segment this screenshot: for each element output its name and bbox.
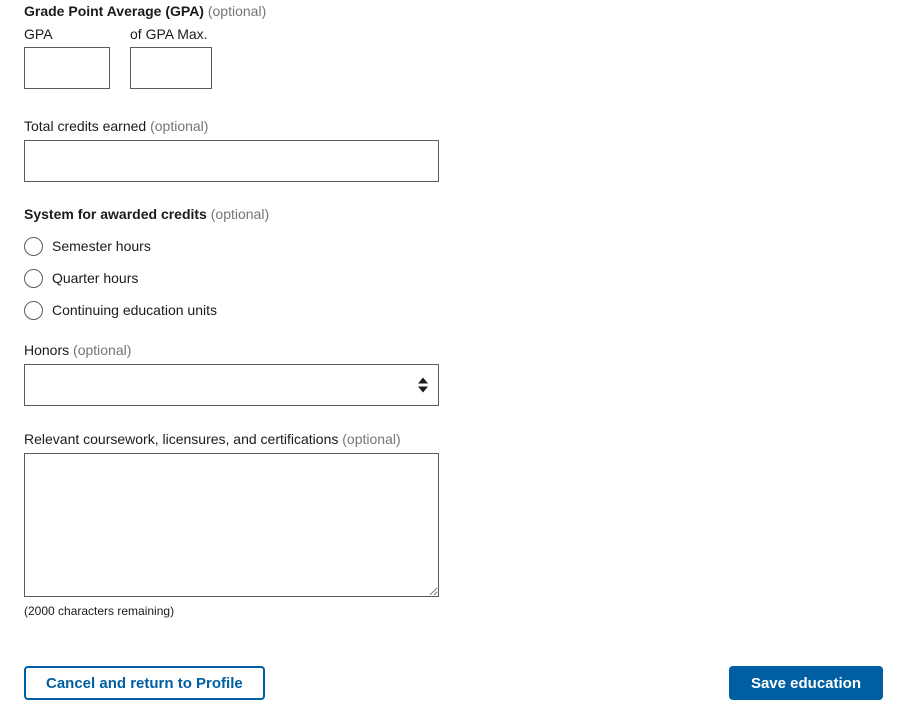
radio-option-continuing-education-units[interactable] [24, 298, 269, 323]
honors-field-group [24, 341, 439, 406]
gpa-heading-optional: (optional) [207, 3, 267, 19]
gpa-inputs-row [24, 25, 266, 89]
radio-option-semester-hours[interactable] [24, 234, 269, 259]
save-education-button[interactable]: Save education [729, 666, 883, 700]
coursework-label-text: Relevant coursework, licensures, and certifications [24, 431, 339, 447]
coursework-label [24, 431, 401, 447]
radio-circle-icon [24, 237, 43, 256]
gpa-heading [24, 2, 266, 20]
honors-label-optional: (optional) [73, 342, 132, 358]
credit-system-label [24, 205, 269, 223]
gpa-label: GPA [24, 26, 53, 42]
total-credits-field-group [24, 117, 439, 182]
total-credits-label [24, 118, 208, 134]
credit-system-field-group [24, 205, 269, 330]
gpa-max-column [130, 25, 212, 89]
total-credits-input[interactable] [24, 140, 439, 182]
radio-circle-icon [24, 269, 43, 288]
credit-system-label-optional: (optional) [210, 206, 270, 222]
gpa-max-label: of GPA Max. [130, 26, 208, 42]
total-credits-label-optional: (optional) [150, 118, 209, 134]
coursework-textarea[interactable] [24, 453, 439, 597]
coursework-field-group [24, 430, 439, 619]
radio-option-label: Continuing education units [52, 302, 218, 318]
gpa-max-input[interactable] [130, 47, 212, 89]
coursework-label-optional: (optional) [342, 431, 401, 447]
radio-option-label: Quarter hours [52, 270, 139, 286]
coursework-character-count: (2000 characters remaining) [24, 604, 175, 618]
honors-label [24, 342, 131, 358]
gpa-field-group [24, 2, 266, 89]
gpa-heading-text: Grade Point Average (GPA) [24, 3, 204, 19]
radio-circle-icon [24, 301, 43, 320]
form-action-bar [24, 666, 883, 700]
cancel-and-return-to-profile-button[interactable]: Cancel and return to Profile [24, 666, 265, 700]
honors-select-wrapper [24, 364, 439, 406]
honors-label-text: Honors [24, 342, 70, 358]
total-credits-label-text: Total credits earned [24, 118, 147, 134]
honors-select[interactable] [24, 364, 439, 406]
gpa-input[interactable] [24, 47, 110, 89]
radio-option-quarter-hours[interactable] [24, 266, 269, 291]
credit-system-label-text: System for awarded credits [24, 206, 207, 222]
radio-option-label: Semester hours [52, 238, 151, 254]
credit-system-radio-group [24, 234, 269, 323]
gpa-value-column [24, 25, 110, 89]
